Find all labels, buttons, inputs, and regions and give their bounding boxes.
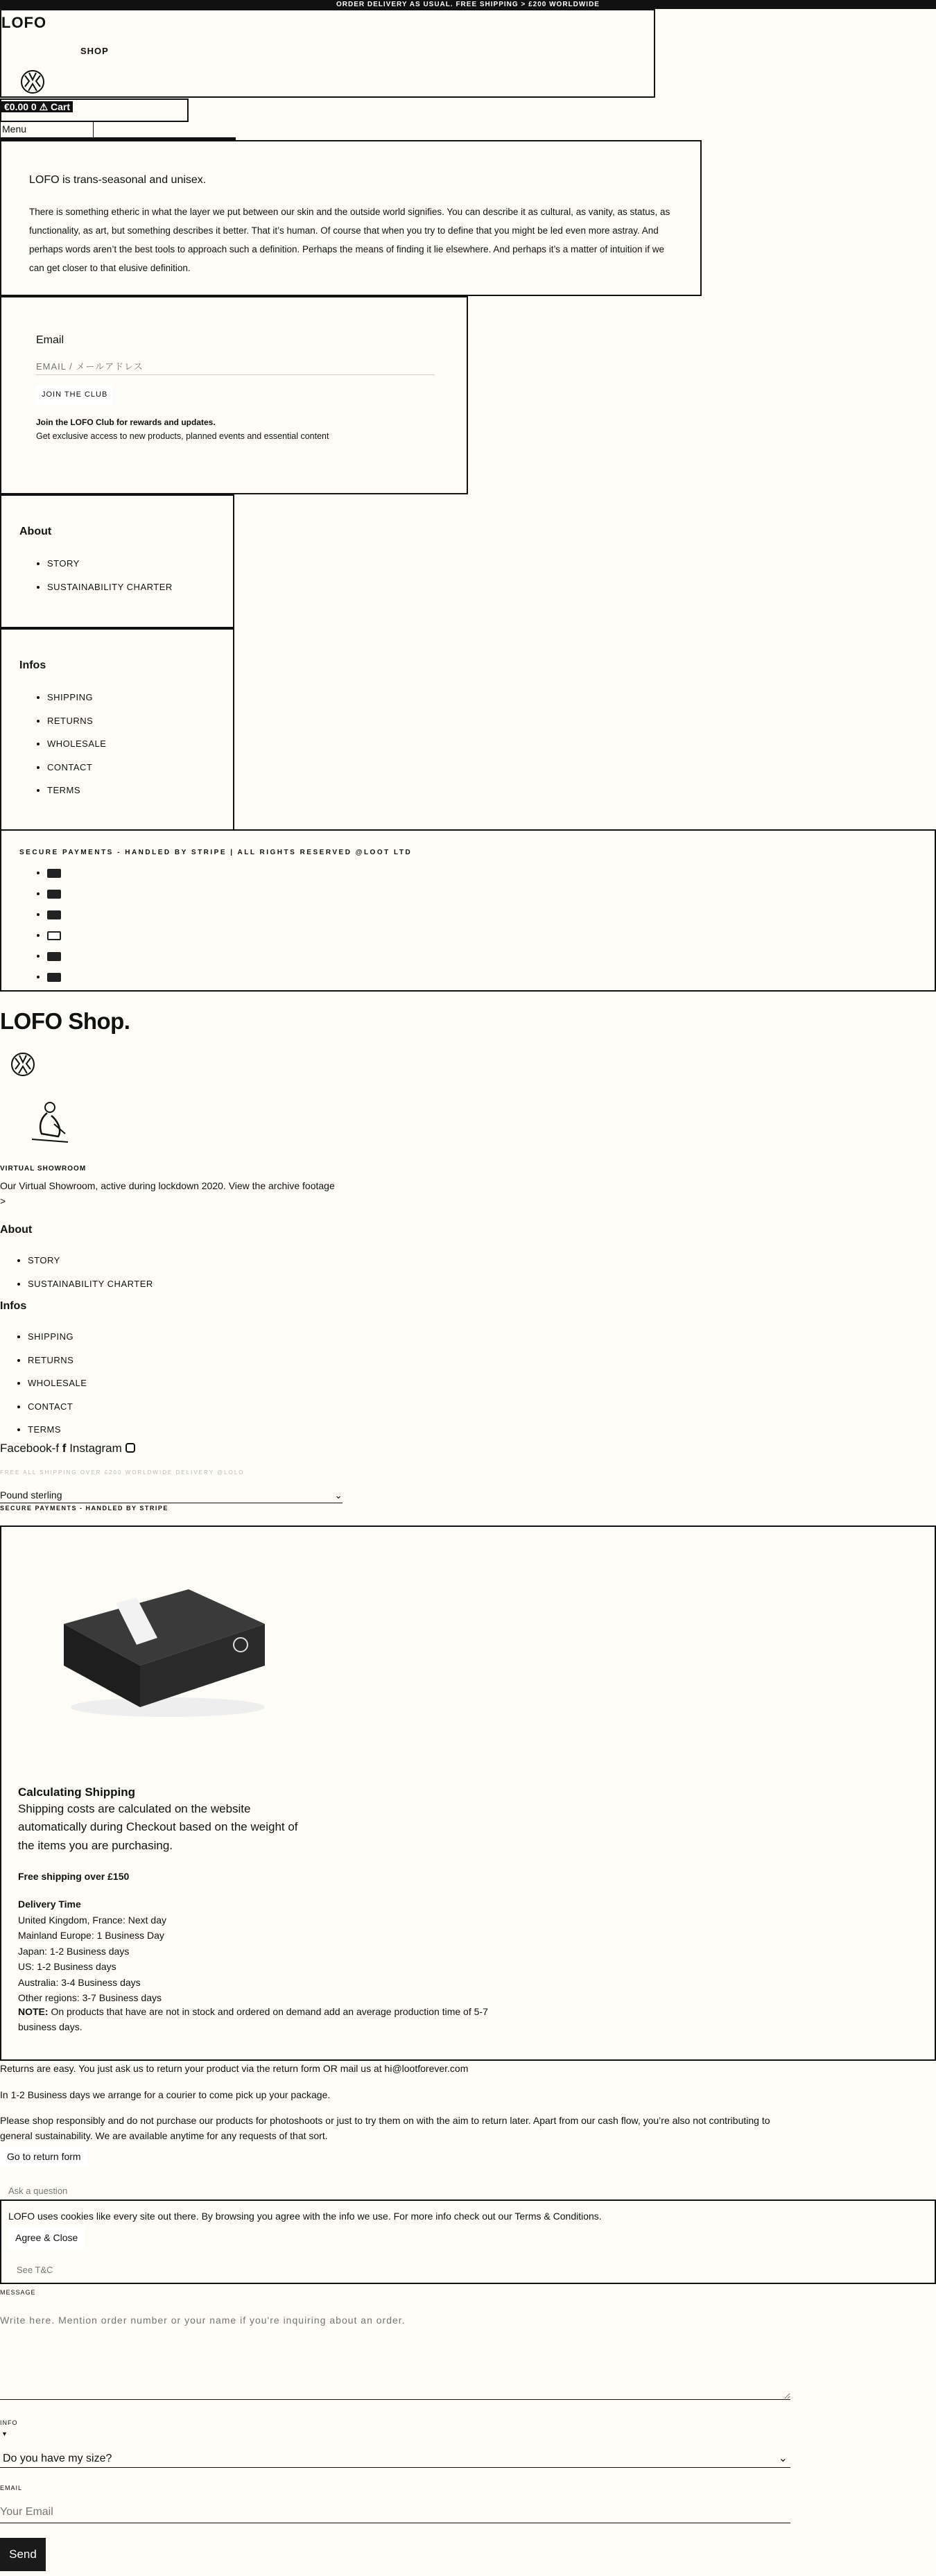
delivery-line: Mainland Europe: 1 Business Day: [18, 1930, 164, 1942]
about-link-sustainability[interactable]: • SUSTAINABILITY CHARTER: [47, 580, 233, 594]
note-label: NOTE:: [18, 2006, 49, 2017]
instagram-icon[interactable]: [125, 1443, 135, 1453]
applepay-icon: [47, 890, 61, 899]
virtual-showroom-title: VIRTUAL SHOWROOM: [0, 1165, 87, 1173]
lofo-badge-icon: [7, 1048, 39, 1080]
about-section-2: [0, 1222, 153, 1300]
infos-title: Infos: [19, 659, 46, 671]
infos-link-terms[interactable]: • TERMS: [28, 1423, 87, 1437]
chevron-down-icon[interactable]: ⌄: [334, 1489, 343, 1501]
newsletter-section: [0, 296, 468, 494]
intro-section: [0, 140, 702, 296]
amex-icon: [47, 869, 61, 878]
note-text: On products that have are not in stock and ordered on demand add an average production time of 5-7 business days.: [18, 2006, 488, 2033]
cookie-banner: [0, 2199, 936, 2284]
currency-select[interactable]: [0, 1488, 343, 1503]
infos-link-shipping[interactable]: • SHIPPING: [28, 1330, 87, 1344]
shop-title: LOFO Shop.: [0, 1008, 130, 1034]
info-select-value[interactable]: Do you have my size?: [3, 2453, 112, 2464]
about-link-sustainability[interactable]: • SUSTAINABILITY CHARTER: [28, 1277, 153, 1291]
returns-text-3: Please shop responsibly and do not purchase our products for photoshoots or just to try them on with the aim to return later. Apart from our cash flow, you’re also not contributing to general sustainability. We are available anytime for any requests of that sort.: [0, 2115, 770, 2141]
chevron-down-icon[interactable]: ⌄: [778, 2453, 788, 2464]
infos-link-shipping[interactable]: • SHIPPING: [47, 691, 233, 704]
email-label: Email: [36, 334, 64, 346]
infos-link-terms[interactable]: • TERMS: [47, 784, 233, 797]
lofo-badge-icon: [17, 66, 49, 98]
club-promo-title: Join the LOFO Club for rewards and updates.: [36, 417, 216, 427]
showroom-figure-icon[interactable]: [26, 1099, 75, 1148]
infos-link-contact[interactable]: • CONTACT: [28, 1400, 87, 1414]
instagram-link[interactable]: Instagram: [69, 1442, 122, 1455]
infos-link-wholesale[interactable]: • WHOLESALE: [28, 1376, 87, 1390]
nav-shop-link[interactable]: SHOP: [80, 46, 109, 56]
infos-link-wholesale[interactable]: • WHOLESALE: [47, 737, 233, 751]
ask-question-heading: Ask a question: [8, 2186, 68, 2196]
see-terms-link[interactable]: See T&C: [17, 2265, 53, 2275]
club-promo-text: Get exclusive access to new products, planned events and essential content: [36, 431, 329, 441]
about-section: [0, 494, 234, 628]
delivery-line: Japan: 1-2 Business days: [18, 1945, 130, 1957]
intro-heading: LOFO is trans-seasonal and unisex.: [29, 174, 207, 186]
visa-icon: [47, 910, 61, 919]
currency-value[interactable]: Pound sterling: [0, 1489, 62, 1501]
payments-caption: SECURE PAYMENTS - HANDLED BY STRIPE | ALL RIGHTS RESERVED @LOOT LTD: [19, 849, 413, 856]
cookie-text: LOFO uses cookies like every site out there. By browsing you agree with the info we use. For more info check out our Terms & Conditions.: [8, 2211, 602, 2222]
intro-body: There is something etheric in what the layer we put between our skin and the outside world signifies. You can describe it as cultural, as vanity, as status, as functionality, as art, but something describes it better. That it’s human. Of course that when you try to define that you might be led even more astray. And perhaps words aren’t the best tools to approach such a definition. Perhaps the means of finding it lie elsewhere. And perhaps it’s a matter of intuition if we can get closer to that elusive definition.: [29, 207, 670, 273]
return-form-button[interactable]: Go to return form: [0, 2147, 88, 2167]
infos-section-2: [0, 1298, 87, 1446]
menu-button[interactable]: Menu: [0, 121, 94, 139]
shipping-section: [0, 1525, 936, 2061]
info-select[interactable]: [0, 2450, 790, 2468]
delivery-line: Other regions: 3-7 Business days: [18, 1991, 162, 2003]
about-title: About: [0, 1224, 33, 1236]
announcement-bar: ORDER DELIVERY AS USUAL. FREE SHIPPING > £200 WORLDWIDE: [0, 0, 936, 9]
site-logo[interactable]: LOFO: [1, 14, 47, 31]
message-label: MESSAGE: [0, 2289, 36, 2296]
faint-footer-text: FREE ALL SHIPPING OVER £200 WORLDWIDE DELIVERY @LOLO: [0, 1469, 245, 1476]
shipping-description: Shipping costs are calculated on the website automatically during Checkout based on the weight of the items you are purchasing.: [18, 1802, 298, 1852]
about-link-story[interactable]: • STORY: [28, 1254, 153, 1268]
delivery-line: US: 1-2 Business days: [18, 1961, 116, 1973]
agree-close-button[interactable]: Agree & Close: [8, 2227, 85, 2249]
about-title: About: [19, 526, 52, 537]
delivery-time-title: Delivery Time: [18, 1899, 81, 1910]
infos-link-returns[interactable]: • RETURNS: [47, 714, 233, 728]
infos-title: Infos: [0, 1300, 27, 1312]
payments-section: [0, 829, 936, 992]
infos-section: [0, 628, 234, 831]
message-textarea[interactable]: [0, 2306, 790, 2400]
delivery-line: United Kingdom, France: Next day: [18, 1914, 166, 1926]
delivery-line: Australia: 3-4 Business days: [18, 1976, 141, 1988]
delivery-times-list: [18, 1912, 166, 2005]
returns-text-2: In 1-2 Business days we arrange for a courier to come pick up your package.: [0, 2089, 331, 2100]
virtual-showroom-text[interactable]: Our Virtual Showroom, active during lockdown 2020. View the archive footage: [0, 1180, 335, 1191]
infos-link-returns[interactable]: • RETURNS: [28, 1354, 87, 1367]
social-links: [0, 1440, 135, 1458]
info-label: INFO: [0, 2419, 18, 2426]
about-link-story[interactable]: • STORY: [47, 557, 233, 571]
cart-button[interactable]: [0, 98, 189, 122]
facebook-link[interactable]: Facebook-f: [0, 1442, 60, 1455]
free-shipping-text: Free shipping over £150: [18, 1871, 130, 1882]
join-club-button[interactable]: JOIN THE CLUB: [36, 385, 113, 405]
newsletter-email-input[interactable]: [36, 358, 435, 375]
virtual-showroom-arrow[interactable]: >: [0, 1195, 6, 1207]
email-label: EMAIL: [0, 2484, 23, 2491]
shipping-note: [18, 2004, 503, 2035]
shipping-box-image: [50, 1575, 279, 1721]
send-button[interactable]: Send: [0, 2538, 46, 2571]
gpay-icon: [47, 952, 61, 961]
info-marker-icon: ▼: [1, 2430, 8, 2437]
contact-email-input[interactable]: [0, 2506, 790, 2523]
infos-link-contact[interactable]: • CONTACT: [47, 761, 233, 775]
cart-label[interactable]: €0.00 0 ⚠ Cart: [1, 101, 73, 112]
maestro-icon: [47, 973, 61, 982]
mastercard-icon: [47, 931, 61, 940]
shipping-title: Calculating Shipping: [18, 1786, 136, 1799]
returns-text-1: Returns are easy. You just ask us to return your product via the return form OR mail us at hi@lootforever.com: [0, 2063, 469, 2074]
secure-payments-caption: SECURE PAYMENTS - HANDLED BY STRIPE: [0, 1505, 168, 1512]
facebook-icon[interactable]: f: [62, 1442, 67, 1455]
